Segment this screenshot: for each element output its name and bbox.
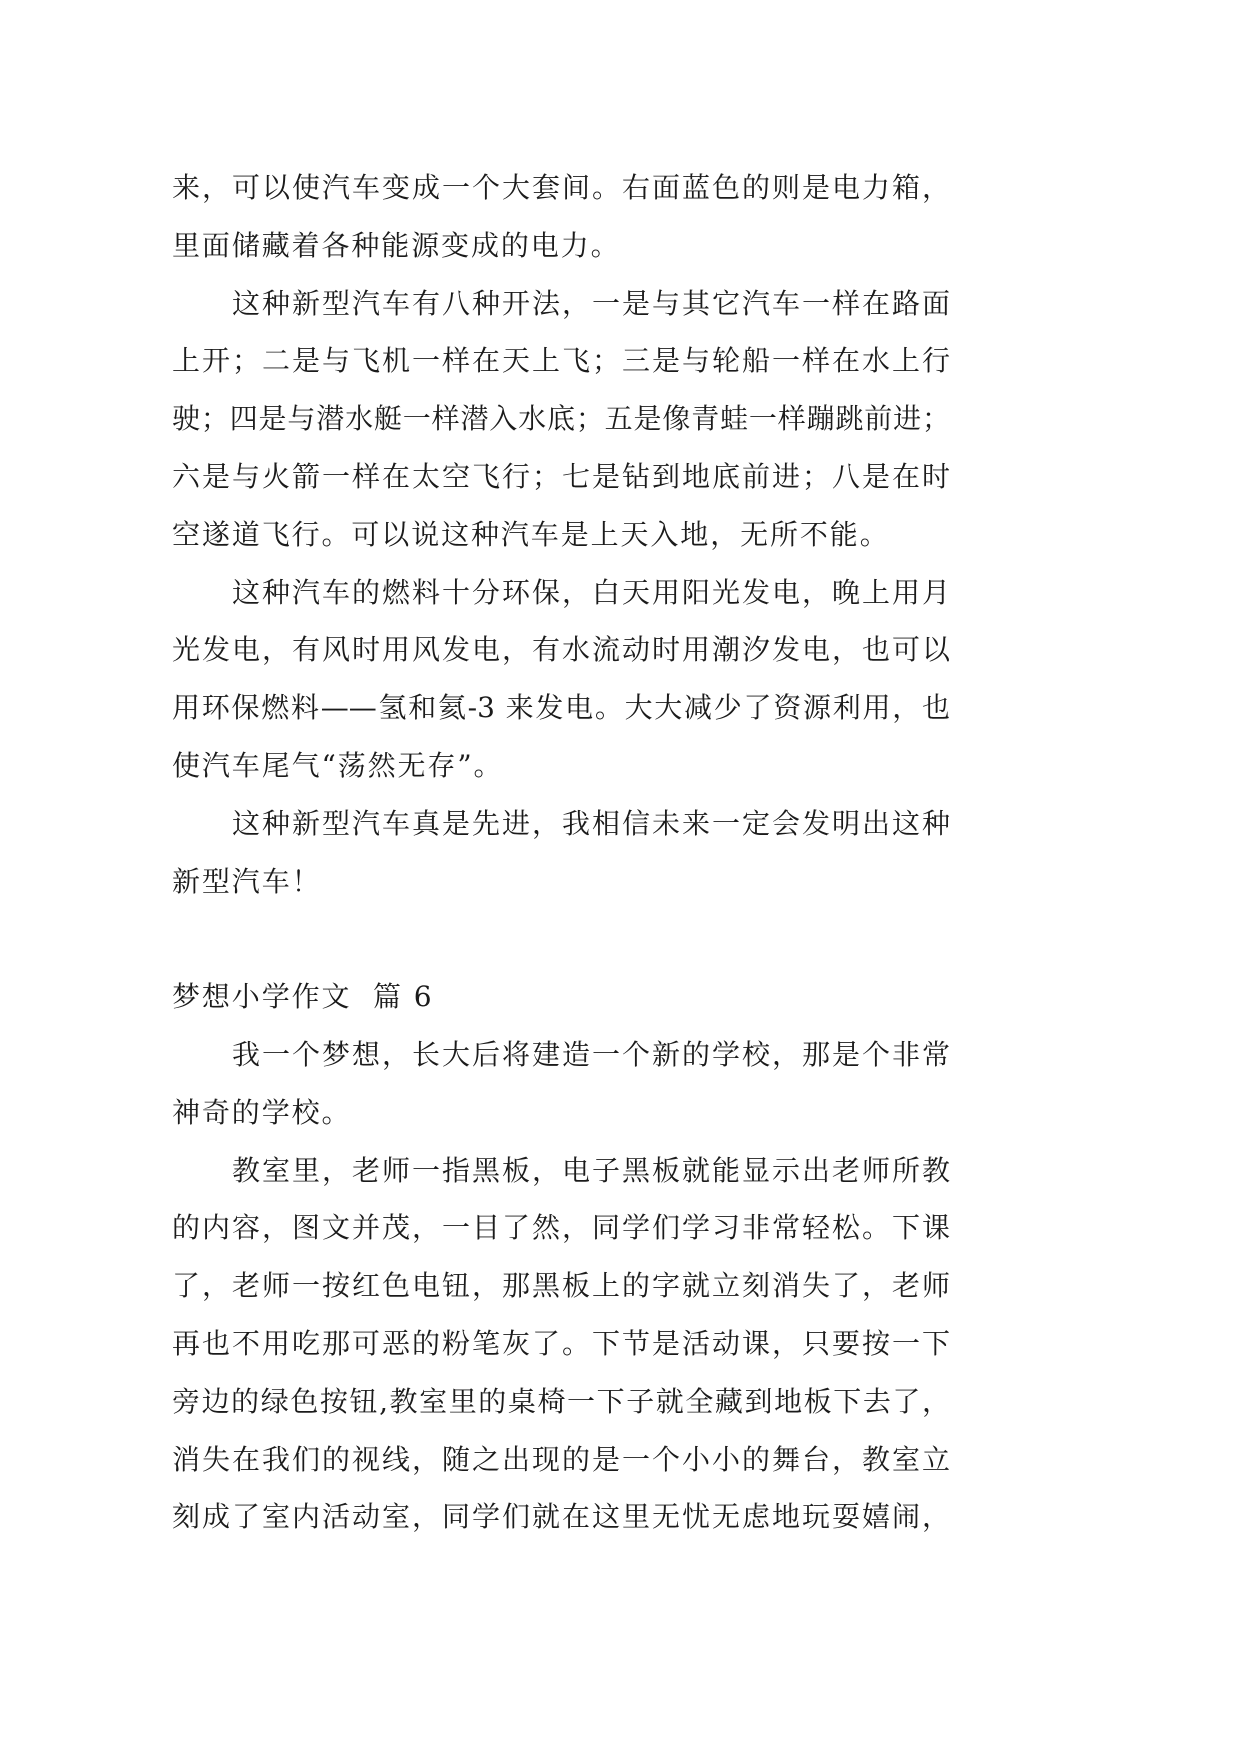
section-gap (172, 910, 950, 968)
text-line: 的内容，图文并茂，一目了然，同学们学习非常轻松。下课 (172, 1211, 950, 1245)
text-line: 旁边的绿色按钮,教室里的桌椅一下子就全藏到地板下去了， (172, 1384, 950, 1418)
paragraph (172, 1142, 950, 1547)
text-line: 上开；二是与飞机一样在天上飞；三是与轮船一样在水上行 (172, 344, 950, 378)
text-line: 新型汽车！ (172, 864, 322, 898)
paragraph (172, 159, 950, 275)
essay-heading: 梦想小学作文 篇 6 (172, 980, 434, 1014)
paragraph (172, 1026, 950, 1142)
document-body (172, 159, 950, 1546)
paragraph (172, 795, 950, 911)
text-line: 这种新型汽车有八种开法，一是与其它汽车一样在路面 (232, 286, 950, 320)
text-line: 我一个梦想，长大后将建造一个新的学校，那是个非常 (232, 1037, 950, 1071)
text-line: 六是与火箭一样在太空飞行；七是钻到地底前进；八是在时 (172, 459, 950, 493)
paragraph (172, 275, 950, 564)
text-line: 光发电，有风时用风发电，有水流动时用潮汐发电，也可以 (172, 633, 950, 667)
text-line: 这种汽车的燃料十分环保，白天用阳光发电，晚上用月 (232, 575, 950, 609)
text-line: 刻成了室内活动室，同学们就在这里无忧无虑地玩耍嬉闹， (172, 1500, 950, 1534)
text-line: 里面储藏着各种能源变成的电力。 (172, 228, 621, 262)
text-line: 空遂道飞行。可以说这种汽车是上天入地，无所不能。 (172, 517, 890, 551)
paragraph (172, 564, 950, 795)
text-line: 使汽车尾气“荡然无存”。 (172, 748, 504, 782)
text-line: 神奇的学校。 (172, 1095, 352, 1129)
text-line: 来，可以使汽车变成一个大套间。右面蓝色的则是电力箱， (172, 171, 950, 204)
text-line: 用环保燃料——氢和氦-3 来发电。大大减少了资源利用，也 (172, 691, 950, 725)
text-line: 驶；四是与潜水艇一样潜入水底；五是像青蛙一样蹦跳前进； (172, 402, 950, 436)
text-line: 这种新型汽车真是先进，我相信未来一定会发明出这种 (232, 806, 950, 840)
text-line: 教室里，老师一指黑板，电子黑板就能显示出老师所教 (232, 1153, 950, 1187)
text-line: 再也不用吃那可恶的粉笔灰了。下节是活动课，只要按一下 (172, 1326, 950, 1360)
text-line: 消失在我们的视线，随之出现的是一个小小的舞台，教室立 (172, 1442, 950, 1476)
text-line: 了，老师一按红色电钮，那黑板上的字就立刻消失了，老师 (172, 1269, 950, 1303)
